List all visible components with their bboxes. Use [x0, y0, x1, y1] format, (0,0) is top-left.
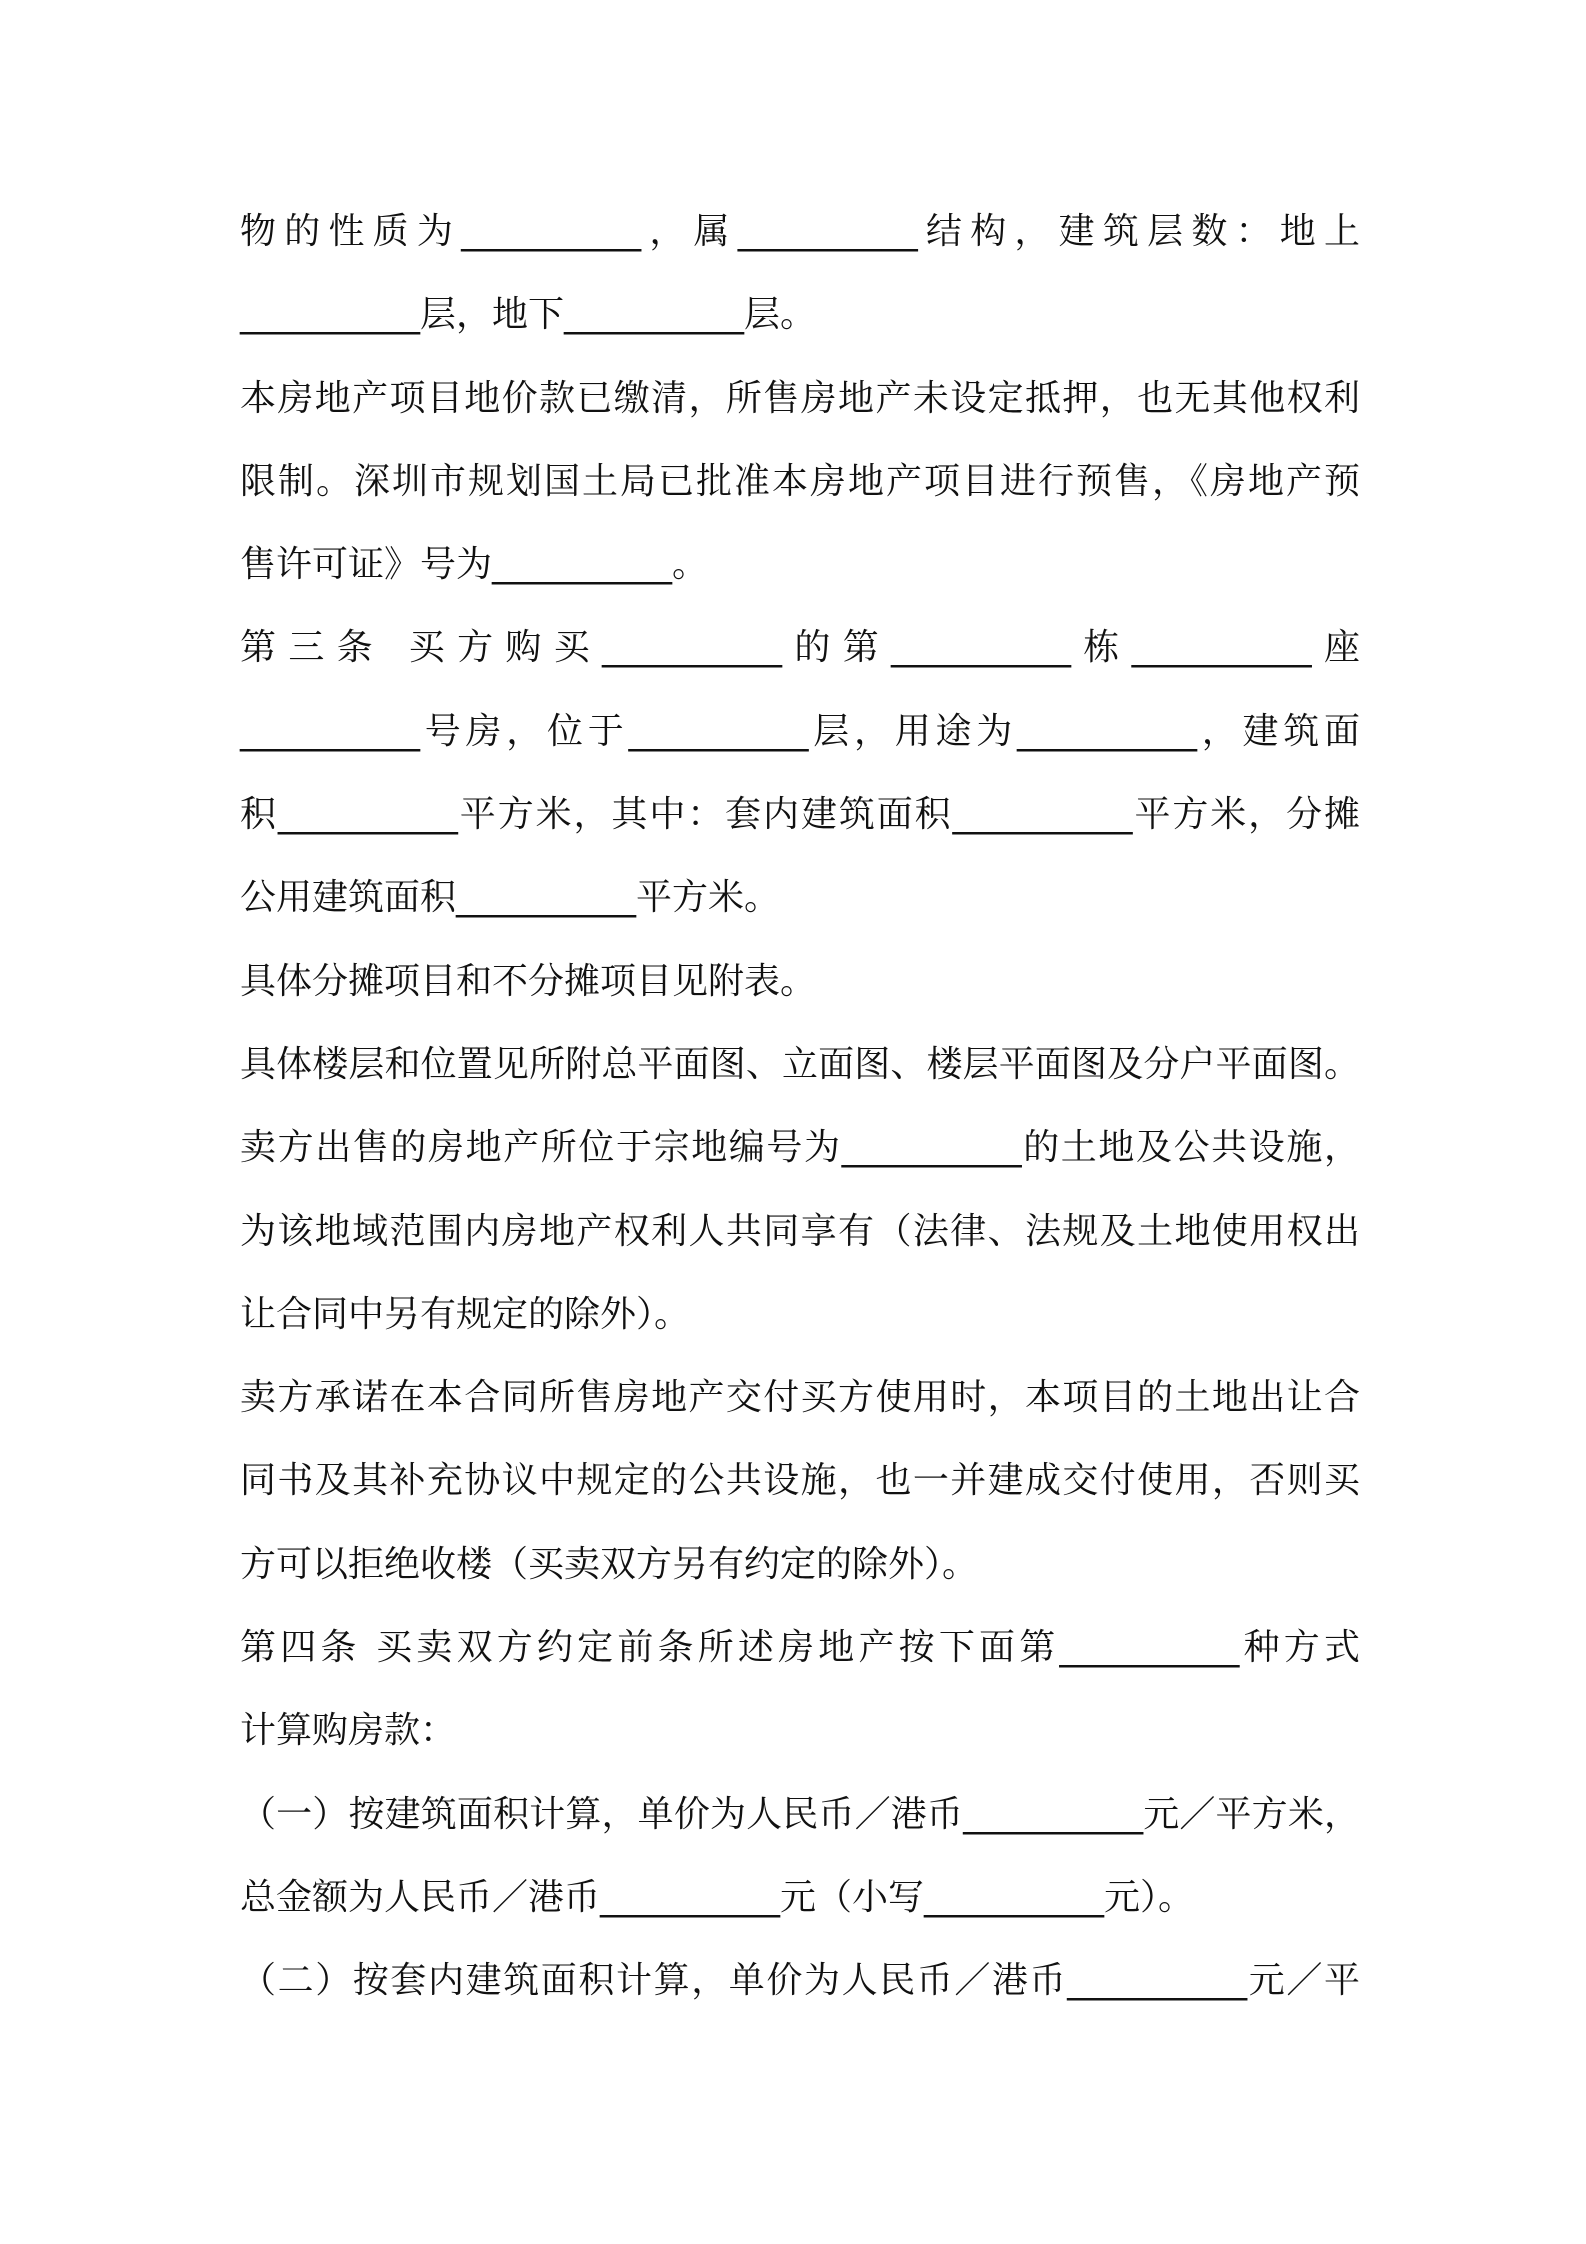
- text-line-7: __________号房，位于__________层，用途为__________，建筑面: [240, 710, 1360, 752]
- text-line-1: 物的性质为__________，属__________结构，建筑层数：地上: [240, 211, 1360, 252]
- text-line-13: 为该地域范围内房地产权利人共同享有（法律、法规及土地使用权出: [240, 1210, 1360, 1252]
- text-line-8: 积__________平方米，其中：套内建筑面积__________平方米，分摊: [240, 794, 1360, 836]
- article-3-heading-line: 第三条 买方购买__________的第__________栋__________座: [240, 627, 1360, 669]
- text-line-21: 总金额为人民币／港币__________元（小写__________元）。: [240, 1876, 1195, 1918]
- text-line-17: 方可以拒绝收楼（买卖双方另有约定的除外）。: [240, 1543, 979, 1585]
- text-line-15: 卖方承诺在本合同所售房地产交付买方使用时，本项目的土地出让合: [240, 1377, 1360, 1419]
- text-line-9: 公用建筑面积__________平方米。: [240, 877, 781, 919]
- clause-2-line: （二）按套内建筑面积计算，单价为人民币／港币__________元／平: [240, 1960, 1360, 2002]
- text-line-10: 具体分摊项目和不分摊项目见附表。: [240, 960, 817, 1002]
- text-line-2: __________层，地下__________层。: [240, 294, 817, 336]
- clause-1-line: （一）按建筑面积计算，单价为人民币／港币__________元／平方米，: [240, 1793, 1360, 1835]
- document-body: [240, 190, 1360, 2023]
- text-line-14: 让合同中另有规定的除外）。: [240, 1293, 691, 1335]
- text-line-19: 计算购房款：: [240, 1710, 457, 1752]
- text-line-11: 具体楼层和位置见所附总平面图、立面图、楼层平面图及分户平面图。: [240, 1043, 1360, 1085]
- text-line-4: 限制。深圳市规划国土局已批准本房地产项目进行预售，《房地产预: [240, 460, 1360, 502]
- text-line-3: 本房地产项目地价款已缴清，所售房地产未设定抵押，也无其他权利: [240, 377, 1360, 419]
- article-4-heading-line: 第四条 买卖双方约定前条所述房地产按下面第__________种方式: [240, 1627, 1360, 1669]
- text-line-16: 同书及其补充协议中规定的公共设施，也一并建成交付使用，否则买: [240, 1460, 1360, 1502]
- text-line-5: 售许可证》号为__________。: [240, 544, 709, 586]
- text-line-12: 卖方出售的房地产所位于宗地编号为__________的土地及公共设施，: [240, 1127, 1360, 1169]
